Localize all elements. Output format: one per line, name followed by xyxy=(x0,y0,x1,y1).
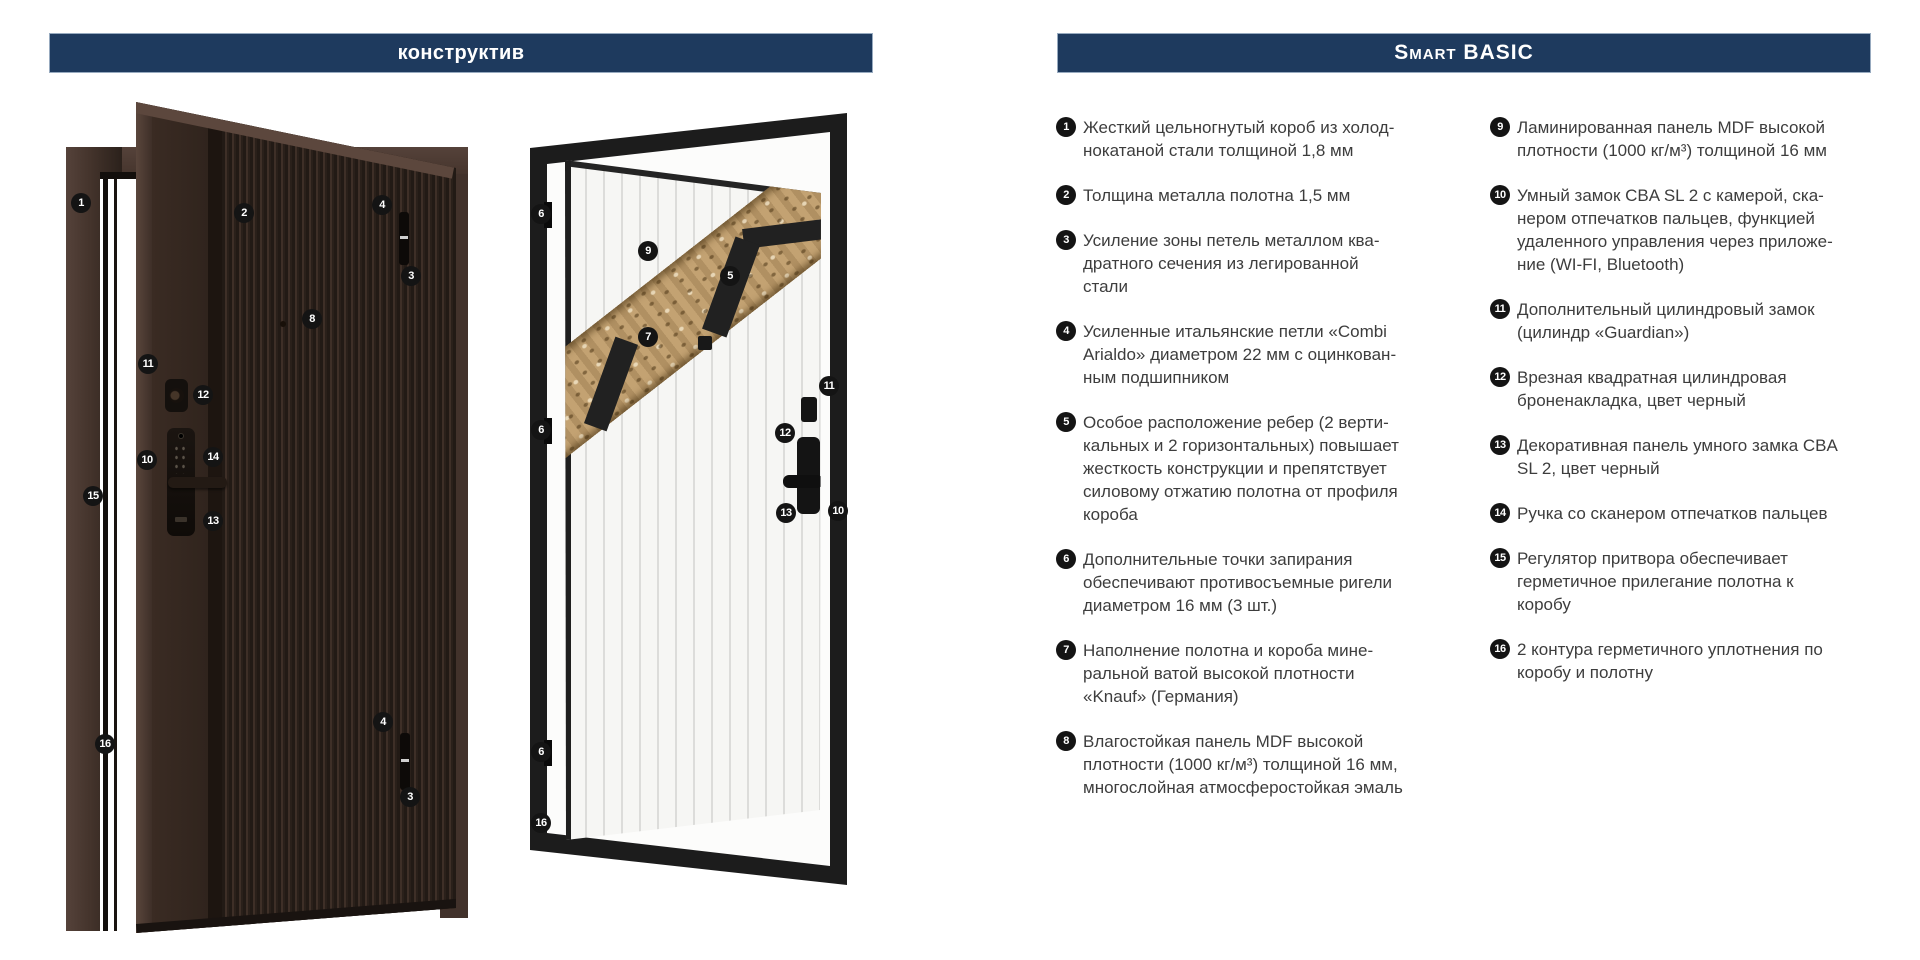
feature-number-badge: 2 xyxy=(1056,185,1076,205)
feature-item xyxy=(1056,184,1408,207)
door-callout: 13 xyxy=(776,503,796,523)
door-callout: 14 xyxy=(203,447,223,467)
door-callout: 12 xyxy=(775,423,795,443)
door-handle xyxy=(783,475,823,488)
door-callout: 7 xyxy=(638,327,658,347)
feature-number-badge: 13 xyxy=(1490,435,1510,455)
door-callout: 12 xyxy=(193,385,213,405)
feature-text: 2 контура герметичного уплотнения по коробу и полотну xyxy=(1517,640,1823,682)
feature-text: Особое расположение ребер (2 вертикальных и 2 горизонтальных) повышает жесткость конструкции и препятствует силовому отжатию полотна от профиля короба xyxy=(1083,413,1399,524)
door-callout: 4 xyxy=(372,195,392,215)
feature-text: Ручка со сканером отпечатков пальцев xyxy=(1517,504,1828,523)
features-column-2 xyxy=(1490,116,1842,706)
feature-item xyxy=(1490,434,1842,480)
feature-number-badge: 10 xyxy=(1490,185,1510,205)
feature-number-badge: 9 xyxy=(1490,117,1510,137)
lock-label xyxy=(175,517,187,522)
door-callout: 6 xyxy=(531,742,551,762)
feature-text: Жесткий цельногнутый короб из холоднокатаной стали толщиной 1,8 мм xyxy=(1083,118,1395,160)
feature-item xyxy=(1056,320,1408,389)
feature-number-badge: 1 xyxy=(1056,117,1076,137)
feature-number-badge: 12 xyxy=(1490,367,1510,387)
feature-text: Врезная квадратная цилиндровая броненакладка, цвет черный xyxy=(1517,368,1787,410)
feature-number-badge: 11 xyxy=(1490,299,1510,319)
door-callout: 4 xyxy=(373,712,393,732)
right-section-title: Smart BASIC xyxy=(1394,41,1534,64)
lock-camera-icon xyxy=(179,434,183,438)
feature-text: Умный замок CBA SL 2 с камерой, сканером отпечатков пальцев, функцией удаленного управления через приложение (WI-FI, Bluetooth) xyxy=(1517,186,1833,274)
door-callout: 6 xyxy=(531,420,551,440)
feature-text: Дополнительный цилиндровый замок (цилиндр «Guardian») xyxy=(1517,300,1815,342)
left-door-photo xyxy=(50,88,470,938)
lock-keypad xyxy=(173,444,189,474)
door-callout: 15 xyxy=(83,486,103,506)
feature-text: Ламинированная панель MDF высокой плотности (1000 кг/м³) толщиной 16 мм xyxy=(1517,118,1827,160)
door-callout: 16 xyxy=(531,813,551,833)
feature-number-badge: 6 xyxy=(1056,549,1076,569)
feature-item xyxy=(1490,116,1842,162)
feature-item xyxy=(1056,229,1408,298)
feature-item xyxy=(1056,548,1408,617)
door-callout: 11 xyxy=(138,354,158,374)
door-callout: 2 xyxy=(234,203,254,223)
feature-text: Наполнение полотна и короба минеральной ватой высокой плотности «Knauf» (Германия) xyxy=(1083,641,1374,706)
door-callout: 13 xyxy=(203,511,223,531)
seal-contour xyxy=(103,172,108,931)
door-callout: 3 xyxy=(401,266,421,286)
feature-number-badge: 8 xyxy=(1056,731,1076,751)
feature-item xyxy=(1490,502,1842,525)
feature-number-badge: 3 xyxy=(1056,230,1076,250)
left-section-title: конструктив xyxy=(397,41,525,64)
right-section-title-banner xyxy=(1057,33,1871,73)
feature-text: Влагостойкая панель MDF высокой плотности (1000 кг/м³) толщиной 16 мм, многослойная атмосферостойкая эмаль xyxy=(1083,732,1403,797)
seal-contour xyxy=(114,172,117,931)
door-callout: 5 xyxy=(720,266,740,286)
feature-number-badge: 5 xyxy=(1056,412,1076,432)
door-callout: 8 xyxy=(302,309,322,329)
features-column-1 xyxy=(1056,116,1408,821)
feature-item xyxy=(1056,730,1408,799)
feature-text: Декоративная панель умного замка CBA SL 2, цвет черный xyxy=(1517,436,1837,478)
door-leaf-edge xyxy=(136,88,152,938)
feature-text: Регулятор притвора обеспечивает герметичное прилегание полотна к коробу xyxy=(1517,549,1794,614)
feature-text: Усиленные итальянские петли «Combi Arialdo» диаметром 22 мм с оцинкованным подшипником xyxy=(1083,322,1397,387)
door-callout: 9 xyxy=(638,241,658,261)
door-callout: 10 xyxy=(137,450,157,470)
feature-text: Усиление зоны петель металлом квадратного сечения из легированной стали xyxy=(1083,231,1380,296)
door-callout: 11 xyxy=(819,376,839,396)
feature-number-badge: 14 xyxy=(1490,503,1510,523)
feature-item xyxy=(1056,639,1408,708)
feature-number-badge: 16 xyxy=(1490,639,1510,659)
hinge xyxy=(399,212,409,265)
door-callout: 6 xyxy=(531,204,551,224)
feature-number-badge: 4 xyxy=(1056,321,1076,341)
feature-number-badge: 15 xyxy=(1490,548,1510,568)
feature-item xyxy=(1490,298,1842,344)
cylinder-escutcheon xyxy=(165,379,188,412)
feature-item xyxy=(1056,411,1408,526)
feature-text: Толщина металла полотна 1,5 мм xyxy=(1083,186,1351,205)
door-callout: 10 xyxy=(828,501,848,521)
hinge xyxy=(400,733,410,790)
door-handle xyxy=(168,477,227,488)
cylinder-escutcheon xyxy=(801,397,817,422)
door-callout: 1 xyxy=(71,193,91,213)
peephole xyxy=(280,321,286,327)
feature-item xyxy=(1490,184,1842,276)
feature-item xyxy=(1490,366,1842,412)
door-callout: 3 xyxy=(400,787,420,807)
feature-item xyxy=(1490,547,1842,616)
door-callout: 16 xyxy=(95,734,115,754)
feature-text: Дополнительные точки запирания обеспечивают противосъемные ригели диаметром 16 мм (3 шт.) xyxy=(1083,550,1393,615)
door-leaf-slats xyxy=(222,88,456,938)
feature-item xyxy=(1490,638,1842,684)
lock-body xyxy=(698,336,712,350)
right-door-photo xyxy=(515,100,885,940)
feature-number-badge: 7 xyxy=(1056,640,1076,660)
door-opening xyxy=(100,172,140,931)
left-section-title-banner xyxy=(49,33,873,73)
door-opening-rebate xyxy=(100,172,140,179)
door-leaf-hinge-edge xyxy=(565,160,571,840)
feature-item xyxy=(1056,116,1408,162)
